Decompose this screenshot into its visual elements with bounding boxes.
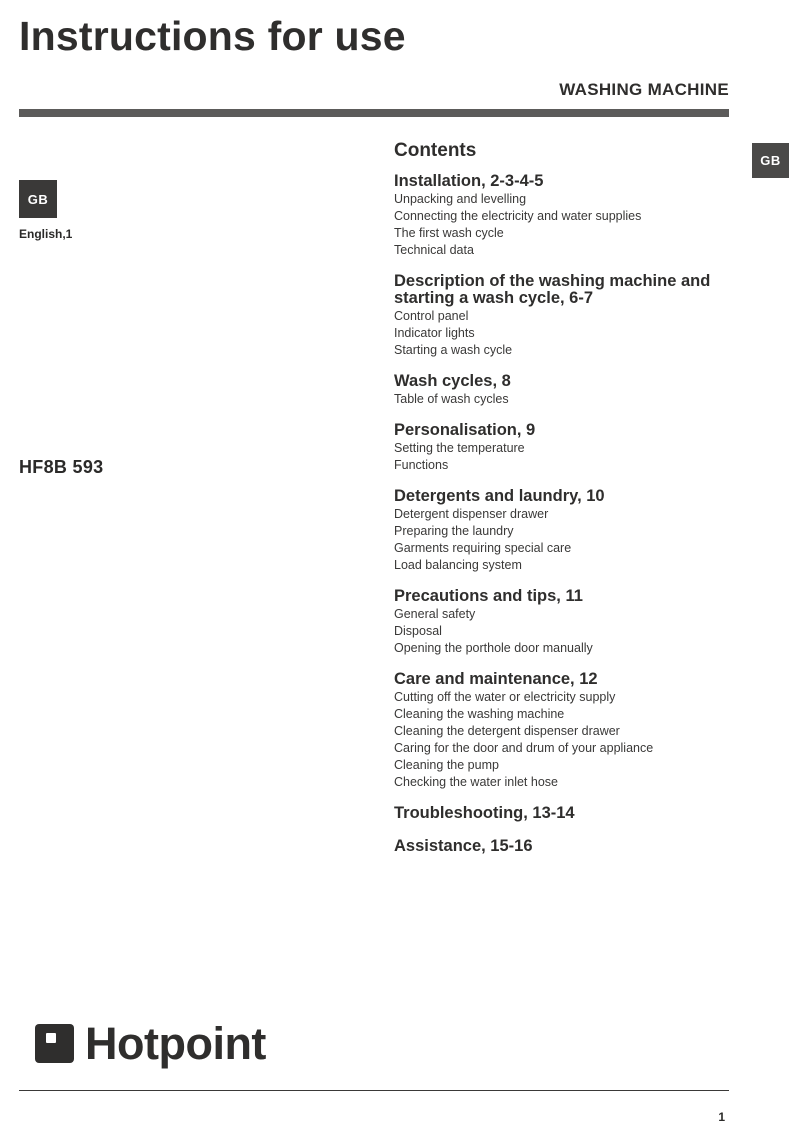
section-item[interactable]: Disposal (394, 624, 442, 638)
contents-heading: Contents (394, 140, 477, 161)
section-item-list (394, 606, 724, 657)
section-title[interactable]: Assistance, 15-16 (394, 837, 533, 855)
section-title[interactable]: Description of the washing machine and starting a wash cycle, 6-7 (394, 272, 711, 307)
section-item[interactable]: Control panel (394, 309, 469, 323)
section-item[interactable]: Unpacking and levelling (394, 192, 527, 206)
section-item[interactable]: Cleaning the washing machine (394, 707, 565, 721)
contents-sections (394, 173, 724, 855)
section-item[interactable]: Opening the porthole door manually (394, 641, 593, 655)
page-number: 1 (718, 1110, 725, 1124)
section-item[interactable]: Preparing the laundry (394, 524, 514, 538)
section-title[interactable]: Care and maintenance, 12 (394, 670, 598, 688)
contents-section (394, 173, 724, 259)
section-item[interactable]: Setting the temperature (394, 441, 525, 455)
table-of-contents (394, 140, 724, 871)
contents-section (394, 373, 724, 408)
section-item-list (394, 689, 724, 791)
contents-section (394, 671, 724, 791)
language-badge[interactable]: GB (19, 180, 57, 218)
section-item[interactable]: Cleaning the pump (394, 758, 499, 772)
section-item[interactable]: Caring for the door and drum of your appliance (394, 741, 654, 755)
contents-section (394, 422, 724, 474)
section-item-list (394, 440, 724, 474)
brand-logo (35, 1018, 266, 1069)
section-item[interactable]: Checking the water inlet hose (394, 775, 558, 789)
section-item[interactable]: Cleaning the detergent dispenser drawer (394, 724, 620, 738)
section-item[interactable]: The first wash cycle (394, 226, 504, 240)
section-item[interactable]: Starting a wash cycle (394, 343, 513, 357)
contents-section (394, 273, 724, 359)
section-item[interactable]: Functions (394, 458, 449, 472)
section-item-list (394, 308, 724, 359)
contents-section (394, 588, 724, 657)
brand-wordmark: Hotpoint (85, 1018, 266, 1069)
section-item-list (394, 391, 724, 408)
contents-section (394, 838, 724, 855)
section-item[interactable]: Table of wash cycles (394, 392, 509, 406)
section-item[interactable]: General safety (394, 607, 476, 621)
model-number: HF8B 593 (19, 457, 104, 477)
language-link[interactable]: English,1 (19, 227, 73, 241)
section-item[interactable]: Technical data (394, 243, 474, 257)
section-title[interactable]: Troubleshooting, 13-14 (394, 804, 575, 822)
footer-divider (19, 1090, 729, 1091)
product-type-heading: WASHING MACHINE (559, 80, 729, 99)
section-title[interactable]: Precautions and tips, 11 (394, 587, 583, 605)
section-item[interactable]: Garments requiring special care (394, 541, 572, 555)
section-title[interactable]: Wash cycles, 8 (394, 372, 511, 390)
section-item-list (394, 506, 724, 574)
document-title: Instructions for use (19, 13, 406, 59)
section-item-list (394, 191, 724, 259)
contents-section (394, 805, 724, 822)
section-item[interactable]: Indicator lights (394, 326, 475, 340)
contents-section (394, 488, 724, 574)
language-side-tab[interactable]: GB (752, 143, 789, 178)
section-title[interactable]: Detergents and laundry, 10 (394, 487, 605, 505)
section-title[interactable]: Installation, 2-3-4-5 (394, 172, 544, 190)
header-divider (19, 109, 729, 117)
section-item[interactable]: Load balancing system (394, 558, 522, 572)
section-item[interactable]: Connecting the electricity and water supplies (394, 209, 642, 223)
section-item[interactable]: Detergent dispenser drawer (394, 507, 549, 521)
hotpoint-logo-icon (35, 1024, 74, 1063)
section-title[interactable]: Personalisation, 9 (394, 421, 536, 439)
section-item[interactable]: Cutting off the water or electricity supply (394, 690, 616, 704)
